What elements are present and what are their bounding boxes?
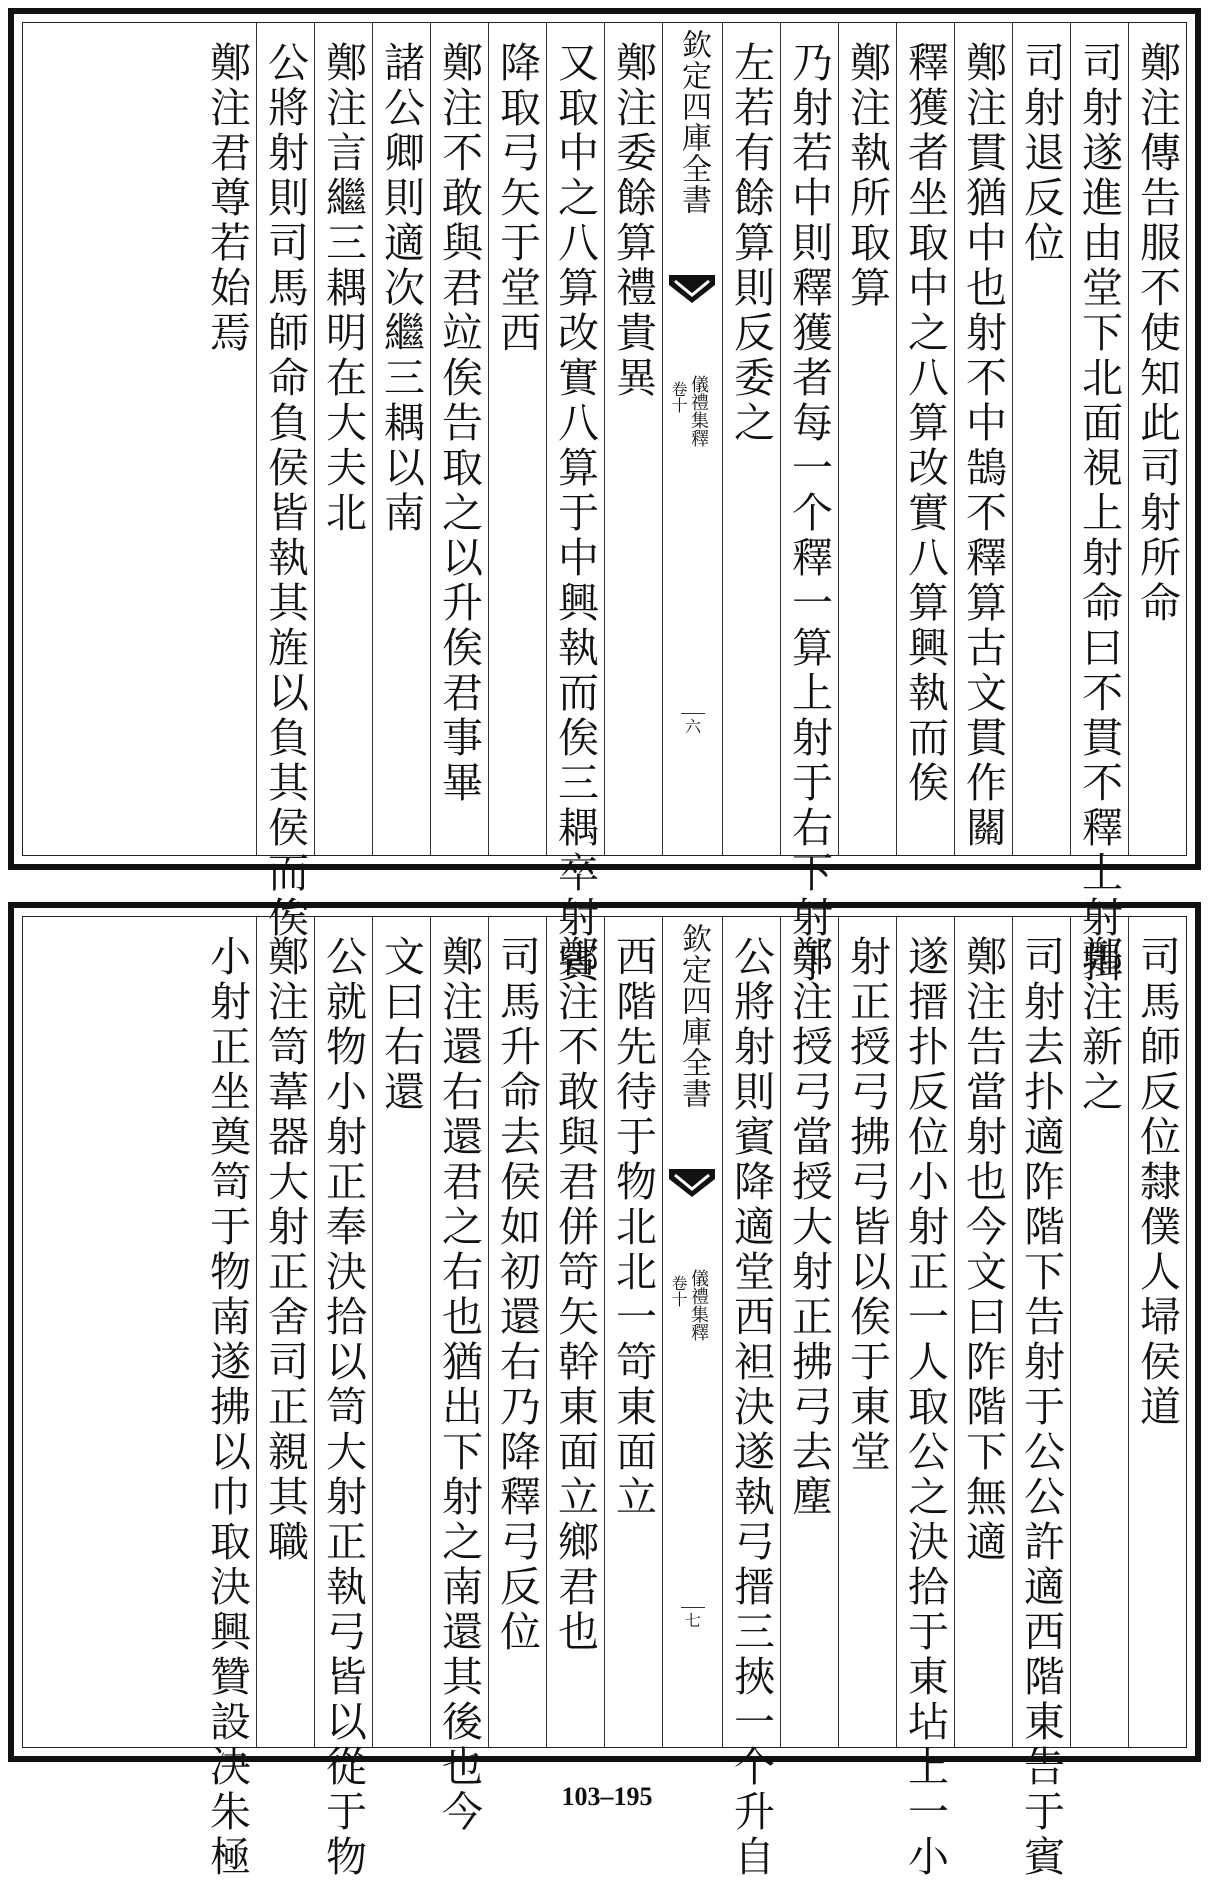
column-text: 司射去扑適阼階下告射于公公許適西階東告于賓 [1017, 935, 1065, 1880]
column-text: 釋獲者坐取中之八算改實八算興執而俟 [901, 41, 949, 806]
center-gutter [662, 917, 722, 1747]
text-column [1070, 23, 1128, 986]
column-text: 司馬師反位隸僕人埽侯道 [1133, 935, 1181, 1430]
column-text: 文曰右還 [377, 935, 425, 1115]
text-column [604, 917, 662, 1747]
column-text: 鄭注授弓當授大射正拂弓去塵 [785, 935, 833, 1520]
top-columns [23, 23, 1186, 986]
column-text: 鄭注君尊若始焉 [203, 41, 251, 356]
text-column [1128, 23, 1186, 855]
text-column [722, 917, 780, 1880]
text-column [256, 23, 314, 941]
text-column [896, 23, 954, 855]
text-column [1128, 917, 1186, 1747]
text-column [314, 917, 372, 1880]
column-text: 遂搢扑反位小射正一人取公之決拾于東坫上一小 [901, 935, 949, 1880]
top-page-frame [8, 8, 1201, 986]
text-column [546, 917, 604, 1747]
column-text: 小射正坐奠笥于物南遂拂以巾取決興贊設決朱極 [203, 935, 251, 1880]
gutter-page-number: 七 [681, 1607, 705, 1631]
column-text: 鄭注笥葦器大射正舍司正親其職 [261, 935, 309, 1565]
column-text: 公將射則司馬師命負侯皆執其旌以負其侯而俟 [261, 41, 309, 941]
text-column [430, 23, 488, 855]
text-column [430, 917, 488, 1835]
column-text: 鄭注告當射也今文曰阼階下無適 [959, 935, 1007, 1565]
text-column [488, 917, 546, 1747]
column-text: 鄭注執所取算 [843, 41, 891, 311]
text-column [372, 23, 430, 855]
gutter-title: 欽定四庫全書 [676, 923, 711, 1109]
column-text: 鄭注不敢與君竝俟告取之以升俟君事畢 [435, 41, 483, 806]
column-text: 司射退反位 [1017, 41, 1065, 266]
column-text: 鄭注還右還君之右也猶出下射之南還其後也今 [435, 935, 483, 1835]
text-column [838, 917, 896, 1747]
text-column [1012, 917, 1070, 1880]
fishtail-icon [667, 273, 717, 313]
gutter-page-number: 六 [681, 713, 705, 737]
text-column [372, 917, 430, 1747]
column-text: 射正授弓拂弓皆以俟于東堂 [843, 935, 891, 1475]
column-text: 又取中之八算改實八算于中興執而俟三耦卒射賓 [551, 41, 599, 986]
text-column [1012, 23, 1070, 855]
gutter-volume: 卷十 [669, 1275, 688, 1307]
text-column [954, 23, 1012, 855]
column-text: 鄭注不敢與君併笴矢幹東面立鄉君也 [551, 935, 599, 1655]
column-text: 左若有餘算則反委之 [727, 41, 775, 446]
text-column [780, 23, 838, 986]
text-column [198, 23, 256, 855]
text-column [1070, 917, 1128, 1747]
column-text: 鄭注傳告服不使知此司射所命 [1133, 41, 1181, 626]
gutter-book-title: 儀禮集釋 [688, 375, 709, 447]
column-text: 諸公卿則適次繼三耦以南 [377, 41, 425, 536]
column-text: 公將射則賓降適堂西袒決遂執弓搢三挾一个升自 [727, 935, 775, 1880]
text-column [256, 917, 314, 1747]
text-column [954, 917, 1012, 1747]
text-column [314, 23, 372, 855]
text-column [722, 23, 780, 855]
column-text: 鄭注貫猶中也射不中鵠不釋算古文貫作關 [959, 41, 1007, 851]
column-text: 鄭注新之 [1075, 935, 1123, 1115]
gutter-title: 欽定四庫全書 [676, 29, 711, 215]
text-column [198, 917, 256, 1880]
text-column [780, 917, 838, 1747]
column-text: 公就物小射正奉決拾以笥大射正執弓皆以從于物 [319, 935, 367, 1880]
text-column [838, 23, 896, 855]
column-text: 司射遂進由堂下北面視上射命曰不貫不釋上射揖 [1075, 41, 1123, 986]
column-text: 鄭注委餘算禮貴異 [609, 41, 657, 401]
column-text: 降取弓矢于堂西 [493, 41, 541, 356]
column-text: 乃射若中則釋獲者每一个釋一算上射于右下射于 [785, 41, 833, 986]
gutter-volume: 卷十 [669, 381, 688, 413]
page-number: 103–195 [561, 1782, 653, 1811]
column-text: 鄭注言繼三耦明在大夫北 [319, 41, 367, 536]
text-column [546, 23, 604, 986]
column-text: 司馬升命去侯如初還右乃降釋弓反位 [493, 935, 541, 1655]
text-column [488, 23, 546, 855]
top-page-inner-border [22, 22, 1187, 986]
text-column [896, 917, 954, 1880]
text-column [604, 23, 662, 855]
center-gutter [662, 23, 722, 855]
fishtail-icon [667, 1167, 717, 1207]
gutter-book-title: 儀禮集釋 [688, 1269, 709, 1341]
column-text: 西階先待于物北北一笴東面立 [609, 935, 657, 1520]
